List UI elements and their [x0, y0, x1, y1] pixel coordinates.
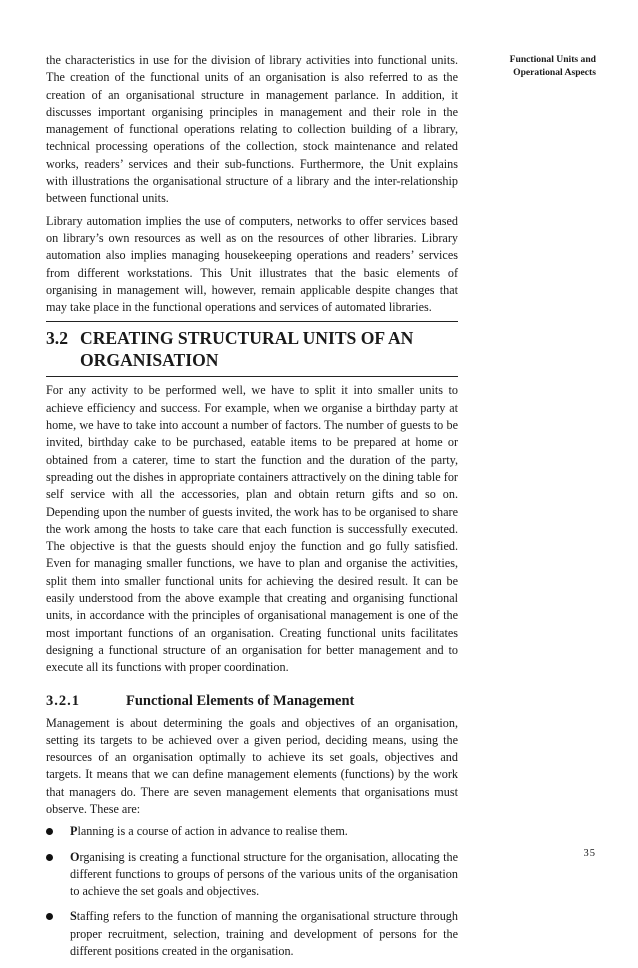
- section-number: 3.2: [46, 328, 68, 349]
- subsection-heading: [46, 691, 458, 711]
- section-heading: [46, 322, 458, 376]
- section-paragraph: For any activity to be performed well, we have to split it into smaller units to achieve efficiency and success. For example, when we organise a birthday party at home, we have to take into account a number of factors. The number of guests to be invited, birthday cake to be purchased, eatable items to be prepared at home or obtained from a caterer, time to start the function and the duration of the party, spreading out the dishes in appropriate containers attractively on the dining table for self service with all the accessories, plan and obtain return gifts and so on. Depending upon the number of guests invited, the work has to be organised to share the work among the hosts to take care that each function is successfully executed. The objective is that the guests should enjoy the function and go fully satisfied. Even for managing smaller functions, we have to plan and organise the activities, split them into smaller functional units for achieving the desired result. It can be easily understood from the above example that creating and organising functional units, in accordance with the principles of organisational management is one of the most important functions of an organisation. Creating functional units facilitates designing a functional structure of an organisation for better management and to execute all its functions with proper coordination.: [46, 383, 458, 675]
- intro-paragraph-2: Library automation implies the use of computers, networks to offer services based on library’s own resources as well as on the resources of other libraries. Library automation also implies managing housekeeping operations and readers’ services from different workstations. This Unit illustrates that the basic elements of organising in management will, however, remain applicable despite changes that may take place in the functional operations and services of automated libraries.: [46, 213, 458, 315]
- running-header: [496, 53, 596, 79]
- list-item: [46, 908, 458, 960]
- list-item-body: taffing refers to the function of manning the organisational structure through proper recruitment, selection, training and development of persons for the different positions created in the organisation.: [70, 909, 458, 959]
- list-item-body: lanning is a course of action in advance to realise them.: [77, 824, 348, 839]
- page-number: 35: [583, 848, 596, 859]
- list-item-lead: S: [70, 909, 77, 924]
- running-header-line-1: Functional Units and: [509, 54, 596, 65]
- subsection-paragraph: Management is about determining the goals and objectives of an organisation, setting its targets to be achieved over a given period, deciding means, using the resources of an organisation optimally to achieve its set goals, objectives and targets. It means that we can define management elements (functions) by the work that managers do. There are seven management elements that organisations must observe. These are:: [46, 715, 458, 816]
- subsection-title: Functional Elements of Management: [126, 692, 355, 709]
- running-header-line-2: Operational Aspects: [513, 67, 596, 78]
- intro-paragraph-1: the characteristics in use for the division of library activities into functional units. The creation of the functional units of an organisation is also referred to as the creation of an organisational structure in management parlance. In addition, it discusses important organising principles in management and their role in the management of functional operations relating to collection building of a library, technical processing operations of the collection, stock maintenance and related works, readers’ services and their sub-functions. Furthermore, the Unit explains with illustrations the organisational structure of a library and the inter-relationship between functional units.: [46, 53, 458, 206]
- bullet-icon: [46, 849, 70, 901]
- list-item-text: [70, 823, 458, 840]
- list-item-lead: P: [70, 824, 78, 839]
- section-title: CREATING STRUCTURAL UNITS OF AN ORGANISATION: [80, 328, 414, 371]
- section-bottom-rule: [46, 376, 458, 377]
- list-item-text: [70, 908, 458, 960]
- bullet-icon: [46, 908, 70, 960]
- main-content: [46, 52, 458, 968]
- list-item-text: [70, 849, 458, 901]
- list-item-body: rganising is creating a functional structure for the organisation, allocating the different functions to groups of persons of the various units of the organisation to achieve the set goals and objectives.: [70, 849, 458, 899]
- subsection-number: 3.2.1: [46, 692, 80, 709]
- management-elements-list: [46, 823, 458, 960]
- bullet-icon: [46, 823, 70, 840]
- list-item-lead: O: [70, 849, 80, 864]
- list-item: [46, 823, 458, 840]
- list-item: [46, 849, 458, 901]
